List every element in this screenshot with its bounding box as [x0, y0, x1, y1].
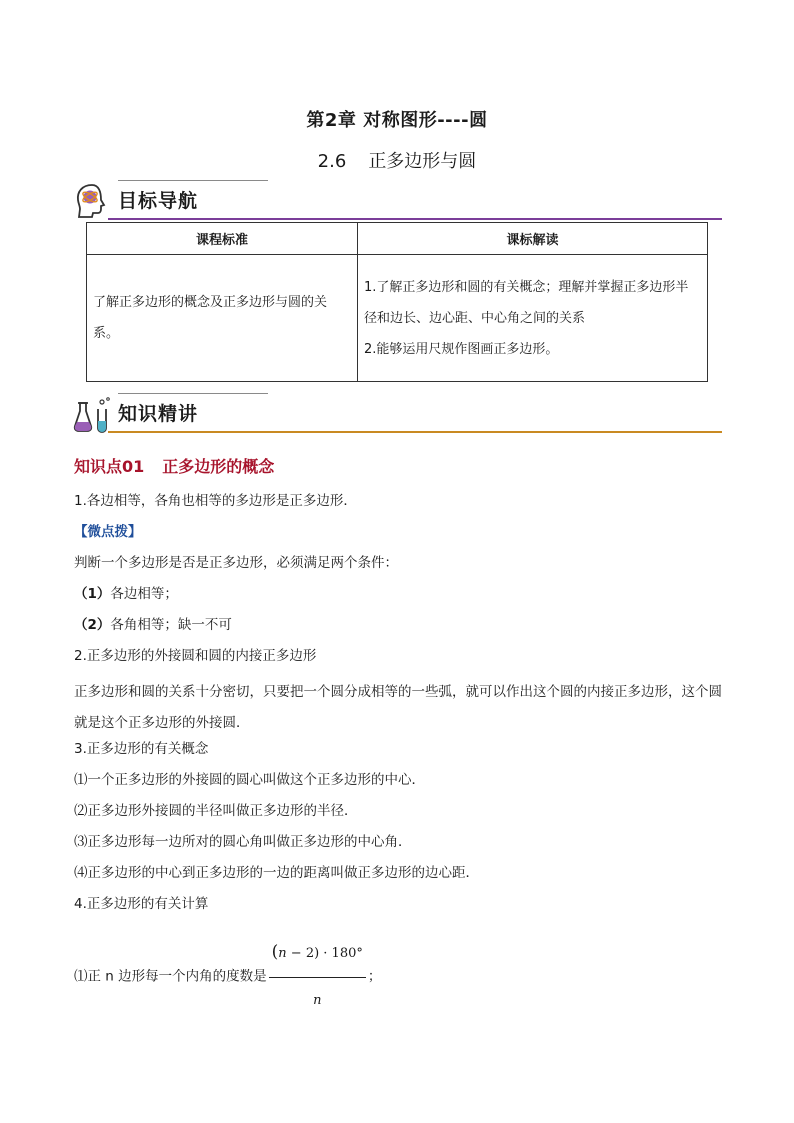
- concept-center: ⑴一个正多边形的外接圆的圆心叫做这个正多边形的中心．: [74, 772, 425, 788]
- concept-apothem: ⑷正多边形的中心到正多边形的一边的距离叫做正多边形的边心距．: [74, 865, 479, 881]
- banner-underline: [108, 218, 722, 220]
- banner-underline: [108, 431, 722, 433]
- cell-interpretation: [358, 255, 708, 382]
- banner-top-line: [118, 180, 268, 181]
- header-cell-standard: 课程标准: [87, 223, 358, 255]
- concept-radius: ⑵正多边形外接圆的半径叫做正多边形的半径．: [74, 803, 358, 819]
- goal-banner-title: 目标导航: [118, 190, 199, 212]
- interior-angle-formula-line: [74, 930, 724, 1023]
- interpretation-item-2: 2.能够运用尺规作图画正多边形。: [364, 341, 559, 357]
- table-row: [87, 255, 708, 382]
- section-2-title: 2.正多边形的外接圆和圆的内接正多边形: [74, 648, 317, 664]
- brain-head-icon: [72, 182, 112, 220]
- table-header-row: [87, 223, 708, 255]
- condition-2-number: （2）: [74, 617, 111, 633]
- definition-paragraph: 1.各边相等，各角也相等的多边形是正多边形．: [74, 493, 357, 509]
- condition-1-number: （1）: [74, 586, 111, 602]
- knowledge-point-heading: [74, 454, 274, 477]
- section-title: [0, 147, 794, 173]
- condition-2-text: 各角相等；缺一不可: [110, 617, 232, 633]
- section-name: 正多边形与圆: [368, 151, 477, 172]
- lab-flask-icon: [72, 395, 112, 433]
- knowledge-point-title: 正多边形的概念: [162, 457, 275, 476]
- goal-banner: [72, 180, 722, 220]
- section-2-text: 正多边形和圆的关系十分密切，只要把一个圆分成相等的一些弧，就可以作出这个圆的内接正多边形，这个圆就是这个正多边形的外接圆．: [74, 684, 722, 731]
- condition-2: [74, 615, 724, 635]
- concept-central-angle: ⑶正多边形每一边所对的圆心角叫做正多边形的中心角．: [74, 834, 412, 850]
- banner-top-line: [118, 393, 268, 394]
- condition-1-text: 各边相等；: [110, 586, 178, 602]
- formula-prefix: ⑴正 n 边形每一个内角的度数是: [74, 968, 267, 985]
- section-3-title: 3.正多边形的有关概念: [74, 741, 209, 757]
- fraction-denominator: n: [313, 993, 322, 1008]
- interior-angle-fraction: [269, 930, 366, 1023]
- chapter-title: 第2章 对称图形----圆: [306, 110, 488, 131]
- section-4-title: 4.正多边形的有关计算: [74, 896, 209, 912]
- interpretation-item-1: 1.了解正多边形和圆的有关概念；理解并掌握正多边形半径和边长、边心距、中心角之间的关系: [364, 279, 689, 326]
- knowledge-point-number: 知识点01: [74, 457, 145, 476]
- goal-table: [86, 222, 708, 382]
- condition-1: [74, 584, 724, 604]
- fraction-numerator: (n − 2) · 180°: [269, 930, 366, 978]
- section-number: 2.6: [317, 151, 347, 172]
- tip-text: 判断一个多边形是否是正多边形，必须满足两个条件：: [74, 555, 398, 571]
- formula-suffix: ；: [367, 968, 382, 985]
- knowledge-banner-title: 知识精讲: [118, 403, 199, 425]
- header-cell-interpretation: 课标解读: [358, 223, 708, 255]
- cell-standard: 了解正多边形的概念及正多边形与圆的关系。: [87, 255, 358, 382]
- tip-label: 【微点拨】: [74, 524, 142, 540]
- knowledge-banner: [72, 393, 722, 433]
